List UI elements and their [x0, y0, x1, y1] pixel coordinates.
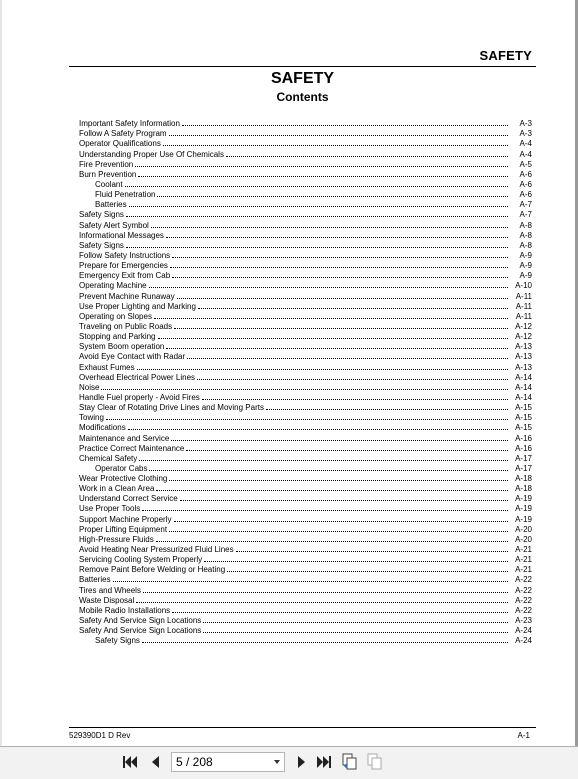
toc-leader-dots	[171, 440, 508, 441]
toc-entry-page: A-9	[519, 250, 532, 260]
page-indicator: 5 / 208	[176, 755, 213, 769]
toc-entry[interactable]	[79, 464, 532, 474]
toc-entry-page: A-24	[515, 626, 532, 636]
toc-leader-dots	[142, 642, 508, 643]
toc-leader-dots	[187, 358, 508, 359]
toc-leader-dots	[172, 612, 508, 613]
toc-entry-title: Work in a Clean Area	[79, 484, 155, 494]
toc-entry-page: A-10	[515, 281, 532, 291]
toc-entry-title: Safety And Service Sign Locations	[79, 616, 202, 626]
toc-entry-page: A-6	[519, 190, 532, 200]
toc-entry[interactable]	[79, 484, 532, 494]
last-page-icon[interactable]	[315, 753, 333, 771]
toc-entry-title: Remove Paint Before Welding or Heating	[79, 565, 226, 575]
first-page-icon[interactable]	[121, 753, 139, 771]
toc-entry-page: A-15	[515, 413, 532, 423]
toc-entry-page: A-16	[515, 433, 532, 443]
chevron-down-icon	[274, 760, 280, 764]
toc-entry-title: Important Safety Information	[79, 119, 180, 129]
toc-entry[interactable]	[79, 596, 532, 606]
toc-entry-page: A-14	[515, 392, 532, 402]
toc-entry-page: A-21	[515, 565, 532, 575]
toc-entry-page: A-8	[519, 230, 532, 240]
toc-leader-dots	[172, 277, 508, 278]
toc-entry-page: A-18	[515, 484, 532, 494]
toc-entry-title: Fire Prevention	[79, 159, 134, 169]
toc-leader-dots	[149, 287, 508, 288]
toc-leader-dots	[125, 186, 508, 187]
toc-entry[interactable]	[79, 565, 532, 575]
toc-entry-title: Handle Fuel properly - Avoid Fires	[79, 392, 200, 402]
toc-entry-page: A-9	[519, 271, 532, 281]
page-subtitle: Contents	[276, 90, 329, 104]
toc-entry-title: Overhead Electrical Power Lines	[79, 372, 196, 382]
previous-page-icon[interactable]	[146, 753, 164, 771]
toc-leader-dots	[158, 338, 509, 339]
toc-entry[interactable]	[79, 220, 532, 230]
toc-entry-page: A-6	[519, 179, 532, 189]
toc-entry[interactable]	[79, 383, 532, 393]
toc-entry-page: A-6	[519, 169, 532, 179]
header-rule	[69, 66, 536, 67]
toc-leader-dots	[266, 409, 508, 410]
toc-entry-page: A-4	[519, 149, 532, 159]
toc-leader-dots	[157, 196, 508, 197]
toc-entry[interactable]	[79, 322, 532, 332]
toc-entry-title: Use Proper Tools	[79, 504, 141, 514]
toc-entry-title: Understand Correct Service	[79, 494, 178, 504]
single-page-view-icon[interactable]	[341, 753, 359, 771]
toc-entry-page: A-19	[515, 504, 532, 514]
toc-entry[interactable]	[79, 494, 532, 504]
toc-leader-dots	[139, 460, 508, 461]
toc-leader-dots	[170, 267, 508, 268]
toc-entry[interactable]	[79, 251, 532, 261]
toc-leader-dots	[204, 561, 508, 562]
toc-leader-dots	[166, 348, 508, 349]
toc-entry-page: A-11	[515, 311, 532, 321]
toc-entry-page: A-22	[515, 605, 532, 615]
toc-entry-page: A-19	[515, 494, 532, 504]
toc-entry-page: A-3	[519, 129, 532, 139]
toc-entry-title: Understanding Proper Use Of Chemicals	[79, 149, 224, 159]
toc-entry-page: A-4	[519, 139, 532, 149]
toc-entry-page: A-17	[515, 463, 532, 473]
toc-entry-title: Batteries	[79, 575, 111, 585]
toc-leader-dots	[143, 592, 508, 593]
running-header: SAFETY	[479, 48, 532, 63]
toc-entry-page: A-15	[515, 403, 532, 413]
toc-entry[interactable]	[79, 535, 532, 545]
toc-entry-title: Mobile Radio Installations	[79, 605, 171, 615]
toc-entry[interactable]	[79, 281, 532, 291]
viewer-toolbar	[0, 747, 578, 779]
toc-entry[interactable]	[79, 626, 532, 636]
toc-leader-dots	[156, 490, 508, 491]
toc-entry-title: Emergency Exit from Cab	[79, 271, 171, 281]
toc-entry[interactable]	[79, 423, 532, 433]
toc-entry[interactable]	[79, 616, 532, 626]
toc-leader-dots	[172, 257, 508, 258]
toc-entry-title: Safety And Service Sign Locations	[79, 626, 202, 636]
toc-entry[interactable]	[79, 403, 532, 413]
toc-entry[interactable]	[79, 129, 532, 139]
toc-entry-title: Towing	[79, 413, 104, 423]
toc-entry-title: Tires and Wheels	[79, 585, 141, 595]
toc-entry[interactable]	[79, 575, 532, 585]
toc-leader-dots	[203, 632, 508, 633]
toc-leader-dots	[154, 318, 508, 319]
toc-entry-title: Safety Signs	[79, 210, 124, 220]
table-of-contents	[79, 119, 532, 646]
viewer-left-edge	[0, 0, 2, 779]
toc-entry-title: Follow A Safety Program	[79, 129, 167, 139]
toc-entry[interactable]	[79, 261, 532, 271]
toc-entry-title: System Boom operation	[79, 342, 165, 352]
toc-entry[interactable]	[79, 555, 532, 565]
toc-entry[interactable]	[79, 362, 532, 372]
toc-entry[interactable]	[79, 241, 532, 251]
toc-entry-title: Operating Machine	[79, 281, 147, 291]
toc-leader-dots	[163, 145, 508, 146]
toc-leader-dots	[156, 541, 508, 542]
toc-leader-dots	[126, 247, 508, 248]
toc-entry-page: A-22	[515, 595, 532, 605]
toc-entry-title: Waste Disposal	[79, 595, 135, 605]
toc-entry-page: A-7	[519, 200, 532, 210]
toc-leader-dots	[197, 379, 508, 380]
toc-entry-title: High-Pressure Fluids	[79, 534, 154, 544]
toc-entry[interactable]	[79, 160, 532, 170]
toc-leader-dots	[177, 298, 508, 299]
toc-entry[interactable]	[79, 352, 532, 362]
toc-entry-title: Fluid Penetration	[95, 190, 156, 200]
toc-leader-dots	[136, 602, 508, 603]
toc-entry-page: A-21	[515, 555, 532, 565]
toc-leader-dots	[129, 206, 508, 207]
footer-rule	[69, 727, 536, 728]
toc-leader-dots	[169, 480, 508, 481]
toc-leader-dots	[236, 551, 508, 552]
toc-entry-title: Prevent Machine Runaway	[79, 291, 175, 301]
toc-entry-page: A-3	[519, 119, 532, 129]
footer-page-number: A-1	[517, 731, 530, 740]
toc-entry-page: A-9	[519, 261, 532, 271]
toc-entry[interactable]	[79, 210, 532, 220]
toc-entry-title: Maintenance and Service	[79, 433, 170, 443]
toc-leader-dots	[135, 166, 508, 167]
footer-doc-number: 529390D1 D Rev	[69, 731, 131, 740]
toc-entry[interactable]	[79, 180, 532, 190]
toc-entry[interactable]	[79, 271, 532, 281]
toc-leader-dots	[113, 581, 508, 582]
toc-leader-dots	[101, 389, 508, 390]
toc-entry[interactable]	[79, 302, 532, 312]
page-selector[interactable]	[171, 752, 285, 772]
toc-leader-dots	[174, 521, 509, 522]
toc-entry-page: A-21	[515, 545, 532, 555]
toc-entry[interactable]	[79, 200, 532, 210]
toc-entry-title: Chemical Safety	[79, 453, 138, 463]
toc-entry[interactable]	[79, 373, 532, 383]
toc-entry[interactable]	[79, 514, 532, 524]
toc-entry[interactable]	[79, 119, 532, 129]
toc-entry[interactable]	[79, 190, 532, 200]
toc-entry[interactable]	[79, 393, 532, 403]
toc-entry-title: Follow Safety Instructions	[79, 250, 171, 260]
toc-entry-page: A-8	[519, 220, 532, 230]
toc-entry-title: Burn Prevention	[79, 169, 137, 179]
toc-entry[interactable]	[79, 444, 532, 454]
toc-entry-page: A-11	[515, 301, 532, 311]
toc-entry-title: Avoid Eye Contact with Radar	[79, 352, 186, 362]
toc-entry-title: Traveling on Public Roads	[79, 321, 173, 331]
toc-entry[interactable]	[79, 454, 532, 464]
toc-entry-title: Stopping and Parking	[79, 332, 156, 342]
toc-leader-dots	[180, 500, 508, 501]
toc-entry-page: A-24	[515, 636, 532, 646]
toc-leader-dots	[151, 227, 508, 228]
toc-entry[interactable]	[79, 139, 532, 149]
toc-entry[interactable]	[79, 606, 532, 616]
toc-entry-page: A-20	[515, 534, 532, 544]
toc-entry-page: A-14	[515, 382, 532, 392]
toc-leader-dots	[202, 399, 508, 400]
two-page-view-icon[interactable]	[366, 753, 384, 771]
toc-leader-dots	[149, 470, 508, 471]
toc-entry-title: Coolant	[95, 179, 123, 189]
toc-entry-page: A-23	[515, 616, 532, 626]
toc-entry[interactable]	[79, 504, 532, 514]
toc-entry-title: Support Machine Properly	[79, 514, 172, 524]
toc-entry-title: Safety Signs	[79, 240, 124, 250]
toc-leader-dots	[166, 237, 508, 238]
toc-entry-page: A-22	[515, 575, 532, 585]
toc-entry[interactable]	[79, 474, 532, 484]
toc-leader-dots	[169, 531, 508, 532]
toc-entry-page: A-5	[519, 159, 532, 169]
next-page-icon[interactable]	[293, 753, 311, 771]
toc-entry-title: Use Proper Lighting and Marking	[79, 301, 196, 311]
toc-entry-title: Informational Messages	[79, 230, 164, 240]
toc-entry-title: Practice Correct Maintenance	[79, 443, 185, 453]
toc-entry-page: A-13	[515, 342, 532, 352]
toc-entry-title: Noise	[79, 382, 100, 392]
toc-entry-title: Prepare for Emergencies	[79, 261, 168, 271]
toc-entry-page: A-17	[515, 453, 532, 463]
toc-entry[interactable]	[79, 332, 532, 342]
toc-entry-page: A-7	[519, 210, 532, 220]
toc-entry[interactable]	[79, 149, 532, 159]
toc-leader-dots	[203, 622, 508, 623]
toc-leader-dots	[106, 419, 508, 420]
toc-entry[interactable]	[79, 585, 532, 595]
toc-entry-page: A-20	[515, 524, 532, 534]
toc-leader-dots	[128, 429, 508, 430]
toc-entry-title: Operator Qualifications	[79, 139, 161, 149]
toc-leader-dots	[182, 125, 508, 126]
toc-leader-dots	[142, 510, 508, 511]
toc-entry[interactable]	[79, 413, 532, 423]
toc-entry-title: Proper Lifting Equipment	[79, 524, 168, 534]
toc-entry[interactable]	[79, 545, 532, 555]
toc-leader-dots	[169, 135, 508, 136]
toc-leader-dots	[137, 369, 508, 370]
toc-entry-title: Safety Signs	[95, 636, 140, 646]
toc-entry-title: Stay Clear of Rotating Drive Lines and Moving Parts	[79, 403, 264, 413]
toc-entry-page: A-13	[515, 362, 532, 372]
toc-entry[interactable]	[79, 342, 532, 352]
toc-leader-dots	[138, 176, 508, 177]
toc-leader-dots	[198, 308, 508, 309]
toc-entry-title: Modifications	[79, 423, 126, 433]
toc-entry[interactable]	[79, 636, 532, 646]
toc-entry[interactable]	[79, 170, 532, 180]
toc-entry-page: A-15	[515, 423, 532, 433]
toc-entry-page: A-16	[515, 443, 532, 453]
page-title: SAFETY	[270, 70, 335, 87]
toc-entry[interactable]	[79, 312, 532, 322]
toc-entry-page: A-8	[519, 240, 532, 250]
toc-entry-title: Batteries	[95, 200, 127, 210]
toc-entry-page: A-18	[515, 474, 532, 484]
toc-leader-dots	[186, 450, 508, 451]
toc-entry-title: Safety Alert Symbol	[79, 220, 149, 230]
toc-leader-dots	[227, 571, 508, 572]
toc-entry-title: Wear Protective Clothing	[79, 474, 168, 484]
toc-leader-dots	[174, 328, 508, 329]
toc-leader-dots	[226, 156, 508, 157]
toc-entry-page: A-19	[515, 514, 532, 524]
toc-entry-page: A-11	[515, 291, 532, 301]
toc-entry-title: Operator Cabs	[95, 463, 148, 473]
toc-entry-page: A-13	[515, 352, 532, 362]
toc-entry[interactable]	[79, 291, 532, 301]
toc-entry[interactable]	[79, 433, 532, 443]
toc-entry-page: A-12	[515, 321, 532, 331]
toc-entry[interactable]	[79, 231, 532, 241]
toc-entry[interactable]	[79, 525, 532, 535]
toc-entry-page: A-14	[515, 372, 532, 382]
toc-leader-dots	[126, 216, 508, 217]
toc-entry-page: A-12	[515, 332, 532, 342]
toc-entry-title: Exhaust Fumes	[79, 362, 135, 372]
toc-entry-page: A-22	[515, 585, 532, 595]
toc-entry-title: Servicing Cooling System Properly	[79, 555, 203, 565]
toc-entry-title: Avoid Heating Near Pressurized Fluid Lines	[79, 545, 234, 555]
toc-entry-title: Operating on Slopes	[79, 311, 152, 321]
